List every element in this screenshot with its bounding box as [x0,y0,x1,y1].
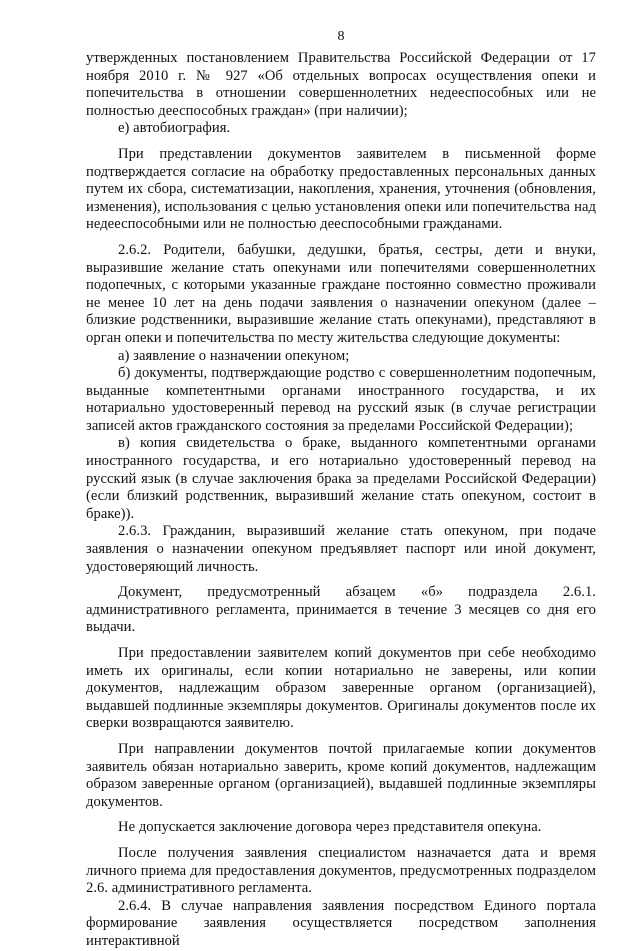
paragraph-item-a: а) заявление о назначении опекуном; [118,347,350,364]
paragraph-copies-originals: При предоставлении заявителем копий документов при себе необходимо иметь их оригиналы, если копии нотариально не заверены, или копии документов, надлежащим образом заверенные органом (организацией), выдавшей подлинные экземпляры документов. Оригиналы документов после их сверки возвращаются заявителю. [86,645,596,732]
paragraph-item-v: в) копия свидетельства о браке, выданного компетентными органами иностранного государства, и его нотариально удостоверенный перевод на русский язык (в случае заключения брака за пределами Российской Федерации) (если близкий родственник, выразивший желание стать опекуном, состоит в браке)). [86,435,596,522]
paragraph-consent: При представлении документов заявителем в письменной форме подтверждается согласие на обработку предоставленных персональных данных путем их сбора, систематизации, накопления, хранения, уточнения (обновления, изменения), использования с целью установления опеки или попечительства над недееспособными или не полностью дееспособными гражданами. [86,145,596,233]
page-number: 8 [337,29,345,44]
paragraph-continuation: утвержденных постановлением Правительства Российской Федерации от 17 ноября 2010 г. № 927 «Об отдельных вопросах осуществления опеки и попечительства в отношении совершеннолетних недееспособных или не полностью дееспособных граждан» (при наличии); [86,50,596,119]
paragraph-2-6-4: 2.6.4. В случае направления заявления посредством Единого портала формирование заявления осуществляется посредством заполнения интерактивной [86,897,596,949]
paragraph-2-6-3: 2.6.3. Гражданин, выразивший желание стать опекуном, при подаче заявления о назначении опекуном предъявляет паспорт или иной документ, удостоверяющий личность. [86,523,596,575]
paragraph-document-term: Документ, предусмотренный абзацем «б» подраздела 2.6.1. административного регламента, принимается в течение 3 месяцев со дня его выдачи. [86,584,596,636]
paragraph-postal-copies: При направлении документов почтой прилагаемые копии документов заявитель обязан нотариально заверить, кроме копий документов, надлежащим образом заверенные органом (организацией), выдавшей подлинные экземпляры документов. [86,740,596,810]
paragraph-item-b: б) документы, подтверждающие родство с совершеннолетним подопечным, выданные компетентными органами иностранного государства, и их нотариально удостоверенный перевод на русский язык (в случае регистрации записей актов гражданского состояния за пределами Российской Федерации); [86,365,596,434]
paragraph-representative: Не допускается заключение договора через представителя опекуна. [118,819,542,836]
paragraph-2-6-2: 2.6.2. Родители, бабушки, дедушки, братья, сестры, дети и внуки, выразившие желание стать опекунами или попечителями совершеннолетних подопечных, с которыми указанные граждане постоянно совместно проживали не менее 10 лет на день подачи заявления о назначении опекуном (далее – близкие родственники, выразившие желание стать опекунами), представляют в орган опеки и попечительства по месту жительства следующие документы: [86,241,596,346]
paragraph-appointment: После получения заявления специалистом назначается дата и время личного приема для предоставления документов, предусмотренных подразделом 2.6. административного регламента. [86,844,596,897]
paragraph-item-e: е) автобиография. [118,120,231,137]
